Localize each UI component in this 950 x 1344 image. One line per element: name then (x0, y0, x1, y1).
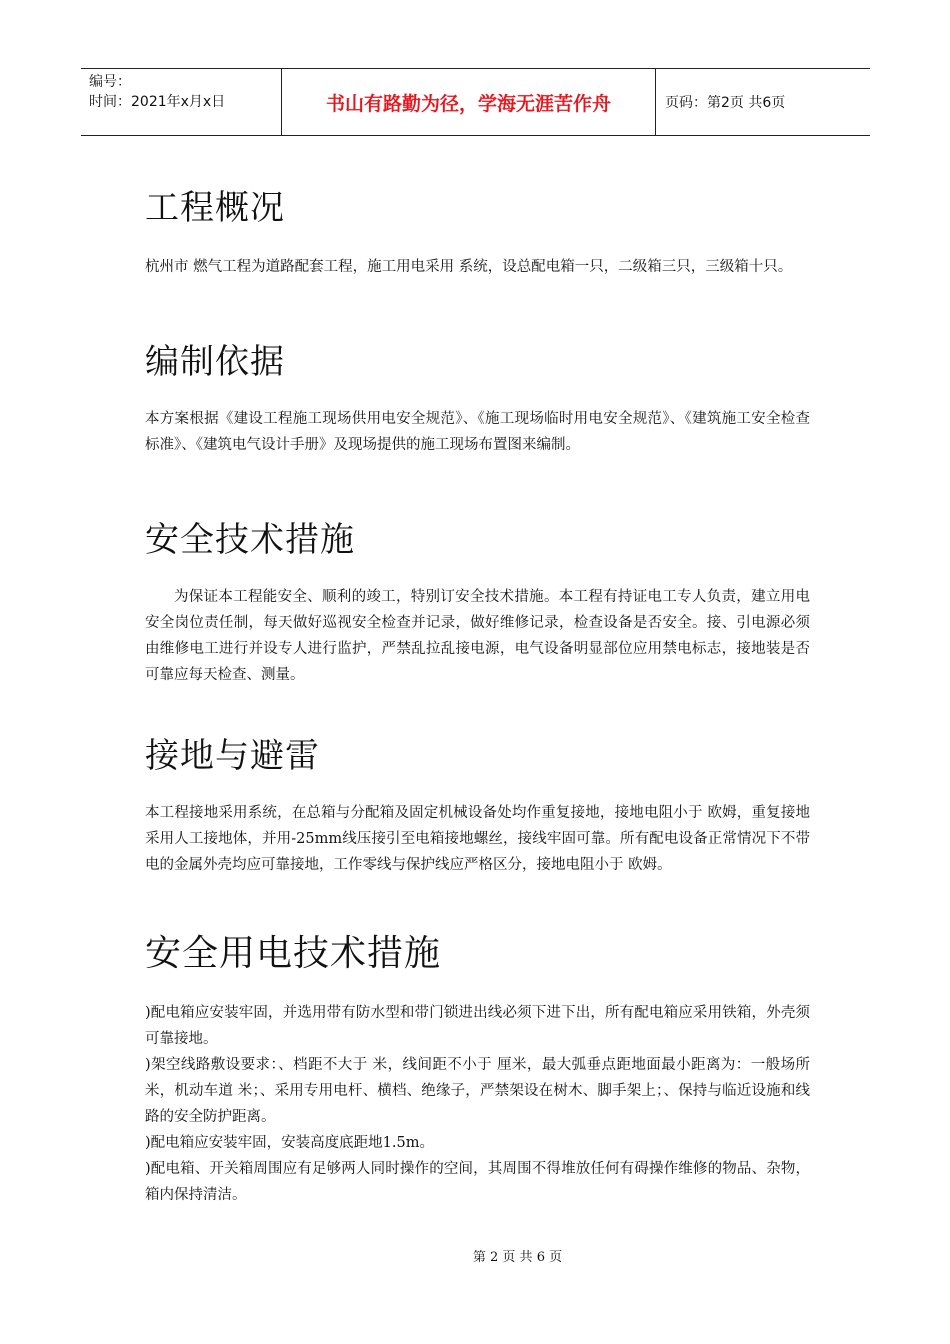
section-title: 安全技术措施 (145, 520, 355, 560)
section-title: 安全用电技术措施 (145, 933, 442, 974)
list-item: )架空线路敷设要求：、档距不大于 米，线间距不小于 厘米，最大弧垂点距地面最小距离为：一般场所 米，机动车道 米；、采用专用电杆、横档、绝缘子，严禁架设在树木、脚手架上；、保持与临近设施和线路的安全防护距离。 (145, 1057, 810, 1125)
section-title: 工程概况 (145, 188, 285, 228)
section-grounding (145, 732, 810, 878)
section-electrical-safety (145, 930, 810, 1208)
header-motto: 书山有路勤为径，学海无涯苦作舟 (282, 69, 656, 135)
list-item: )配电箱、开关箱周围应有足够两人同时操作的空间，其周围不得堆放任何有碍操作维修的物品、杂物，箱内保持清洁。 (145, 1161, 810, 1203)
section-basis (145, 338, 810, 458)
paragraph: 杭州市 燃气工程为道路配套工程，施工用电采用 系统，设总配电箱一只，二级箱三只，三级箱十只。 (145, 259, 793, 275)
page-footer: 第 2 页 共 6 页 (472, 1250, 563, 1265)
section-title: 接地与避雷 (145, 736, 320, 776)
section-safety-measures (145, 516, 810, 688)
paragraph: 本工程接地采用系统，在总箱与分配箱及固定机械设备处均作重复接地，接地电阻小于 欧姆，重复接地采用人工接地体，并用-25mm线压接引至电箱接地螺丝，接线牢固可靠。所有配电设备正常情况下不带电的金属外壳均应可靠接地，工作零线与保护线应严格区分，接地电阻小于 欧姆。 (145, 805, 810, 873)
paragraph: 本方案根据《建设工程施工现场供用电安全规范》、《施工现场临时用电安全规范》、《建筑施工安全检查标准》、《建筑电气设计手册》及现场提供的施工现场布置图来编制。 (145, 411, 810, 453)
list-item: )配电箱应安装牢固，安装高度底距地1.5m。 (145, 1135, 434, 1151)
document-number: 编号： (89, 74, 131, 90)
section-overview (145, 184, 810, 280)
page-header (81, 68, 870, 136)
header-page-number: 页码：第2页 共6页 (665, 95, 786, 111)
header-meta (81, 69, 282, 135)
paragraph: 为保证本工程能安全、顺利的竣工，特别订安全技术措施。本工程有持证电工专人负责，建立用电安全岗位责任制，每天做好巡视安全检查并记录，做好维修记录，检查设备是否安全。接、引电源必须由维修电工进行并设专人进行监护，严禁乱拉乱接电源，电气设备明显部位应用禁电标志，接地装是否可靠应每天检查、测量。 (145, 589, 810, 683)
document-date: 时间：2021年x月x日 (89, 94, 226, 110)
list-item: )配电箱应安装牢固，并选用带有防水型和带门锁进出线必须下进下出，所有配电箱应采用铁箱，外壳须可靠接地。 (145, 1005, 810, 1047)
section-title: 编制依据 (145, 342, 285, 382)
document-body (145, 184, 810, 1208)
